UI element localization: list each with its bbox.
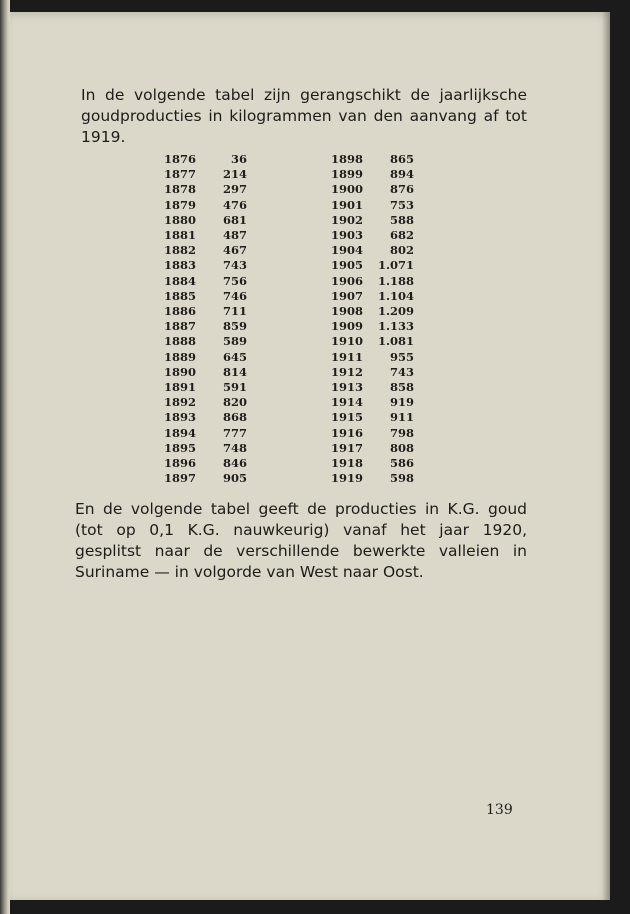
year-cell: 1894 [163,425,196,440]
outro-paragraph: En de volgende tabel geeft de producties in K.G. goud (tot op 0,1 K.G. nauwkeurig) vanaf het jaar 1920, gesplitst naar de verschillende bewerkte valleien in Suriname — in volgorde van West naar Oost. [75,500,527,581]
kilogram-cell: 1.081 [377,334,414,349]
column-gap [247,380,329,395]
kilogram-cell: 894 [389,167,414,182]
year-cell: 1909 [330,319,363,334]
kilogram-cell: 591 [222,380,247,395]
year-cell: 1893 [163,410,196,425]
table-row [162,228,414,243]
kilogram-cell: 1.133 [377,319,414,334]
kilogram-cell: 1.209 [377,304,414,319]
column-gap [247,319,329,334]
year-cell: 1913 [330,380,363,395]
kilogram-cell: 297 [222,182,247,197]
table-row [162,380,414,395]
year-cell: 1915 [330,410,363,425]
year-cell: 1900 [330,182,363,197]
table-row [162,334,414,349]
year-cell: 1897 [163,471,196,486]
kilogram-cell: 586 [389,456,414,471]
column-gap [247,456,329,471]
gold-production-table-body [162,152,414,486]
year-cell: 1907 [330,288,363,303]
page-number: 139 [486,802,513,818]
book-page [10,12,610,900]
year-cell: 1881 [163,228,196,243]
year-cell: 1882 [163,243,196,258]
year-cell: 1878 [163,182,196,197]
kilogram-cell: 748 [222,440,247,455]
kilogram-cell: 868 [222,410,247,425]
year-cell: 1892 [163,395,196,410]
kilogram-cell: 681 [222,212,247,227]
year-cell: 1898 [330,152,363,166]
table-row [162,167,414,182]
kilogram-cell: 814 [222,364,247,379]
table-row [162,350,414,365]
year-cell: 1917 [330,440,363,455]
column-gap [247,410,329,425]
year-cell: 1888 [163,334,196,349]
table-row [162,152,414,167]
kilogram-cell: 802 [389,243,414,258]
kilogram-cell: 645 [222,349,247,364]
year-cell: 1911 [330,349,363,364]
kilogram-cell: 711 [222,304,247,319]
year-cell: 1905 [330,258,363,273]
column-gap [247,441,329,456]
year-cell: 1890 [163,364,196,379]
table-row [162,182,414,197]
year-cell: 1919 [330,471,363,486]
table-row [162,213,414,228]
year-cell: 1916 [330,425,363,440]
column-gap [247,213,329,228]
table-row [162,365,414,380]
year-cell: 1891 [163,380,196,395]
kilogram-cell: 798 [389,425,414,440]
year-cell: 1883 [163,258,196,273]
table-row [162,289,414,304]
table-row [162,198,414,213]
kilogram-cell: 36 [230,152,247,166]
year-cell: 1906 [330,273,363,288]
kilogram-cell: 1.188 [377,273,414,288]
column-gap [247,426,329,441]
table-row [162,410,414,425]
year-cell: 1903 [330,228,363,243]
kilogram-cell: 487 [222,228,247,243]
kilogram-cell: 589 [222,334,247,349]
year-cell: 1899 [330,167,363,182]
column-gap [247,289,329,304]
kilogram-cell: 476 [222,197,247,212]
table-row [162,426,414,441]
year-cell: 1904 [330,243,363,258]
kilogram-cell: 859 [222,319,247,334]
kilogram-cell: 1.104 [377,288,414,303]
year-cell: 1879 [163,197,196,212]
kilogram-cell: 756 [222,273,247,288]
kilogram-cell: 682 [389,228,414,243]
table-row [162,319,414,334]
column-gap [247,258,329,273]
column-gap [247,395,329,410]
table-row [162,471,414,486]
column-gap [247,243,329,258]
year-cell: 1902 [330,212,363,227]
column-gap [247,365,329,380]
year-cell: 1885 [163,288,196,303]
year-cell: 1886 [163,304,196,319]
column-gap [247,304,329,319]
year-cell: 1876 [163,152,196,166]
kilogram-cell: 777 [222,425,247,440]
column-gap [247,274,329,289]
year-cell: 1880 [163,212,196,227]
column-gap [247,182,329,197]
kilogram-cell: 743 [222,258,247,273]
kilogram-cell: 598 [389,471,414,486]
kilogram-cell: 746 [222,288,247,303]
table-row [162,274,414,289]
book-spine-edge [0,0,10,914]
table-row [162,304,414,319]
column-gap [247,228,329,243]
year-cell: 1908 [330,304,363,319]
page-gutter-shadow [602,12,610,900]
kilogram-cell: 846 [222,456,247,471]
gold-production-table [162,152,414,486]
year-cell: 1895 [163,440,196,455]
column-gap [247,167,329,182]
kilogram-cell: 753 [389,197,414,212]
year-cell: 1910 [330,334,363,349]
kilogram-cell: 865 [389,152,414,166]
year-cell: 1901 [330,197,363,212]
year-cell: 1918 [330,456,363,471]
column-gap [247,198,329,213]
kilogram-cell: 911 [389,410,414,425]
kilogram-cell: 588 [389,212,414,227]
kilogram-cell: 743 [389,364,414,379]
column-gap [247,152,329,167]
table-row [162,395,414,410]
table-row [162,456,414,471]
kilogram-cell: 905 [222,471,247,486]
year-cell: 1912 [330,364,363,379]
year-cell: 1889 [163,349,196,364]
year-cell: 1877 [163,167,196,182]
column-gap [247,471,329,486]
kilogram-cell: 1.071 [377,258,414,273]
year-cell: 1896 [163,456,196,471]
kilogram-cell: 820 [222,395,247,410]
kilogram-cell: 955 [389,349,414,364]
column-gap [247,334,329,349]
year-cell: 1884 [163,273,196,288]
kilogram-cell: 919 [389,395,414,410]
kilogram-cell: 858 [389,380,414,395]
kilogram-cell: 876 [389,182,414,197]
kilogram-cell: 808 [389,440,414,455]
column-gap [247,350,329,365]
table-row [162,258,414,273]
year-cell: 1914 [330,395,363,410]
year-cell: 1887 [163,319,196,334]
intro-paragraph: In de volgende tabel zijn gerangschikt de jaarlijksche goudproducties in kilogrammen van den aanvang af tot 1919. [81,86,527,146]
kilogram-cell: 467 [222,243,247,258]
table-row [162,243,414,258]
table-row [162,441,414,456]
kilogram-cell: 214 [222,167,247,182]
